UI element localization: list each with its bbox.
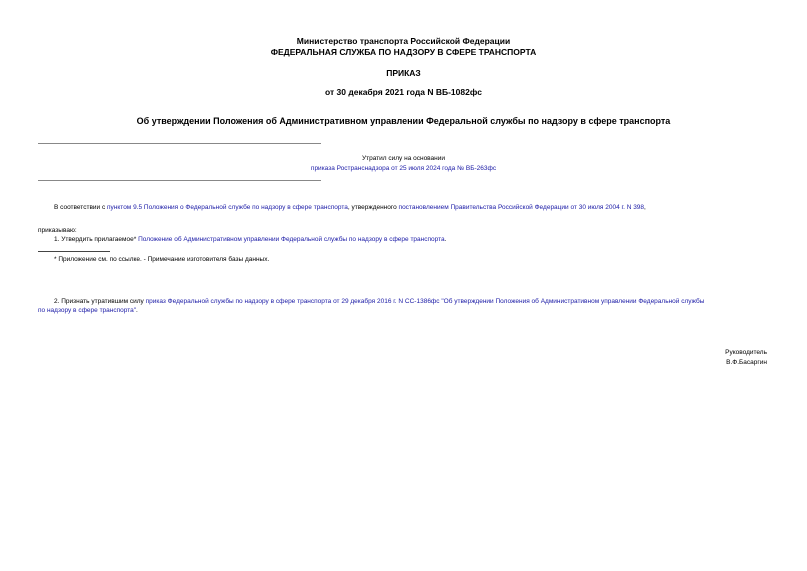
preamble-middle: , утвержденного <box>347 204 399 211</box>
preamble-link-resolution[interactable]: постановлением Правительства Российской Федерации от 30 июля 2004 г. N 398 <box>398 204 645 211</box>
item-2-suffix: . <box>136 307 138 314</box>
status-link[interactable]: приказа Ространснадзора от 25 июля 2024 года № ВБ-263фс <box>310 165 497 172</box>
preamble-prefix: В соответствии с <box>54 204 108 211</box>
item-2-line-1 <box>54 297 704 306</box>
preamble-paragraph <box>54 203 646 212</box>
ministry-name: Министерство транспорта Российской Федерации <box>296 36 511 46</box>
signature-role: Руководитель <box>725 349 767 356</box>
item-1-suffix: . <box>444 236 447 243</box>
status-top-rule <box>38 143 321 144</box>
item-2-line-2 <box>38 306 138 315</box>
preamble-suffix: , <box>644 204 646 211</box>
preamble-link-clause[interactable]: пунктом 9.5 Положения о Федеральной службе по надзору в сфере транспорта <box>107 204 348 211</box>
item-2-link-line-1[interactable]: приказ Федеральной службы по надзору в сфере транспорта от 29 декабря 2016 г. N СС-1386фс "Об утверждении Положения об Административном управлении Федеральной службы <box>145 298 705 305</box>
status-line: Утратил силу на основании <box>361 155 446 162</box>
item-2-prefix: 2. Признать утратившим силу <box>54 298 146 305</box>
item-1-prefix: 1. Утвердить прилагаемое* <box>54 236 139 243</box>
item-2-link-line-2[interactable]: по надзору в сфере транспорта" <box>38 307 137 314</box>
footnote-rule <box>38 251 110 252</box>
order-word: приказываю: <box>38 227 77 234</box>
status-bottom-rule <box>38 180 321 181</box>
item-1 <box>54 235 446 244</box>
doc-date-number: от 30 декабря 2021 года N ВБ-1082фс <box>325 87 482 97</box>
document-title: Об утверждении Положения об Административном управлении Федеральной службы по надзору в сфере транспорта <box>136 116 671 126</box>
footnote: * Приложение см. по ссылке. - Примечание изготовителя базы данных. <box>54 256 270 263</box>
service-name: ФЕДЕРАЛЬНАЯ СЛУЖБА ПО НАДЗОРУ В СФЕРЕ ТРАНСПОРТА <box>270 47 537 57</box>
doc-type: ПРИКАЗ <box>386 68 421 78</box>
signature-name: В.Ф.Басаргин <box>726 359 767 366</box>
item-1-link[interactable]: Положение об Административном управлении Федеральной службы по надзору в сфере транспорта <box>138 236 445 243</box>
